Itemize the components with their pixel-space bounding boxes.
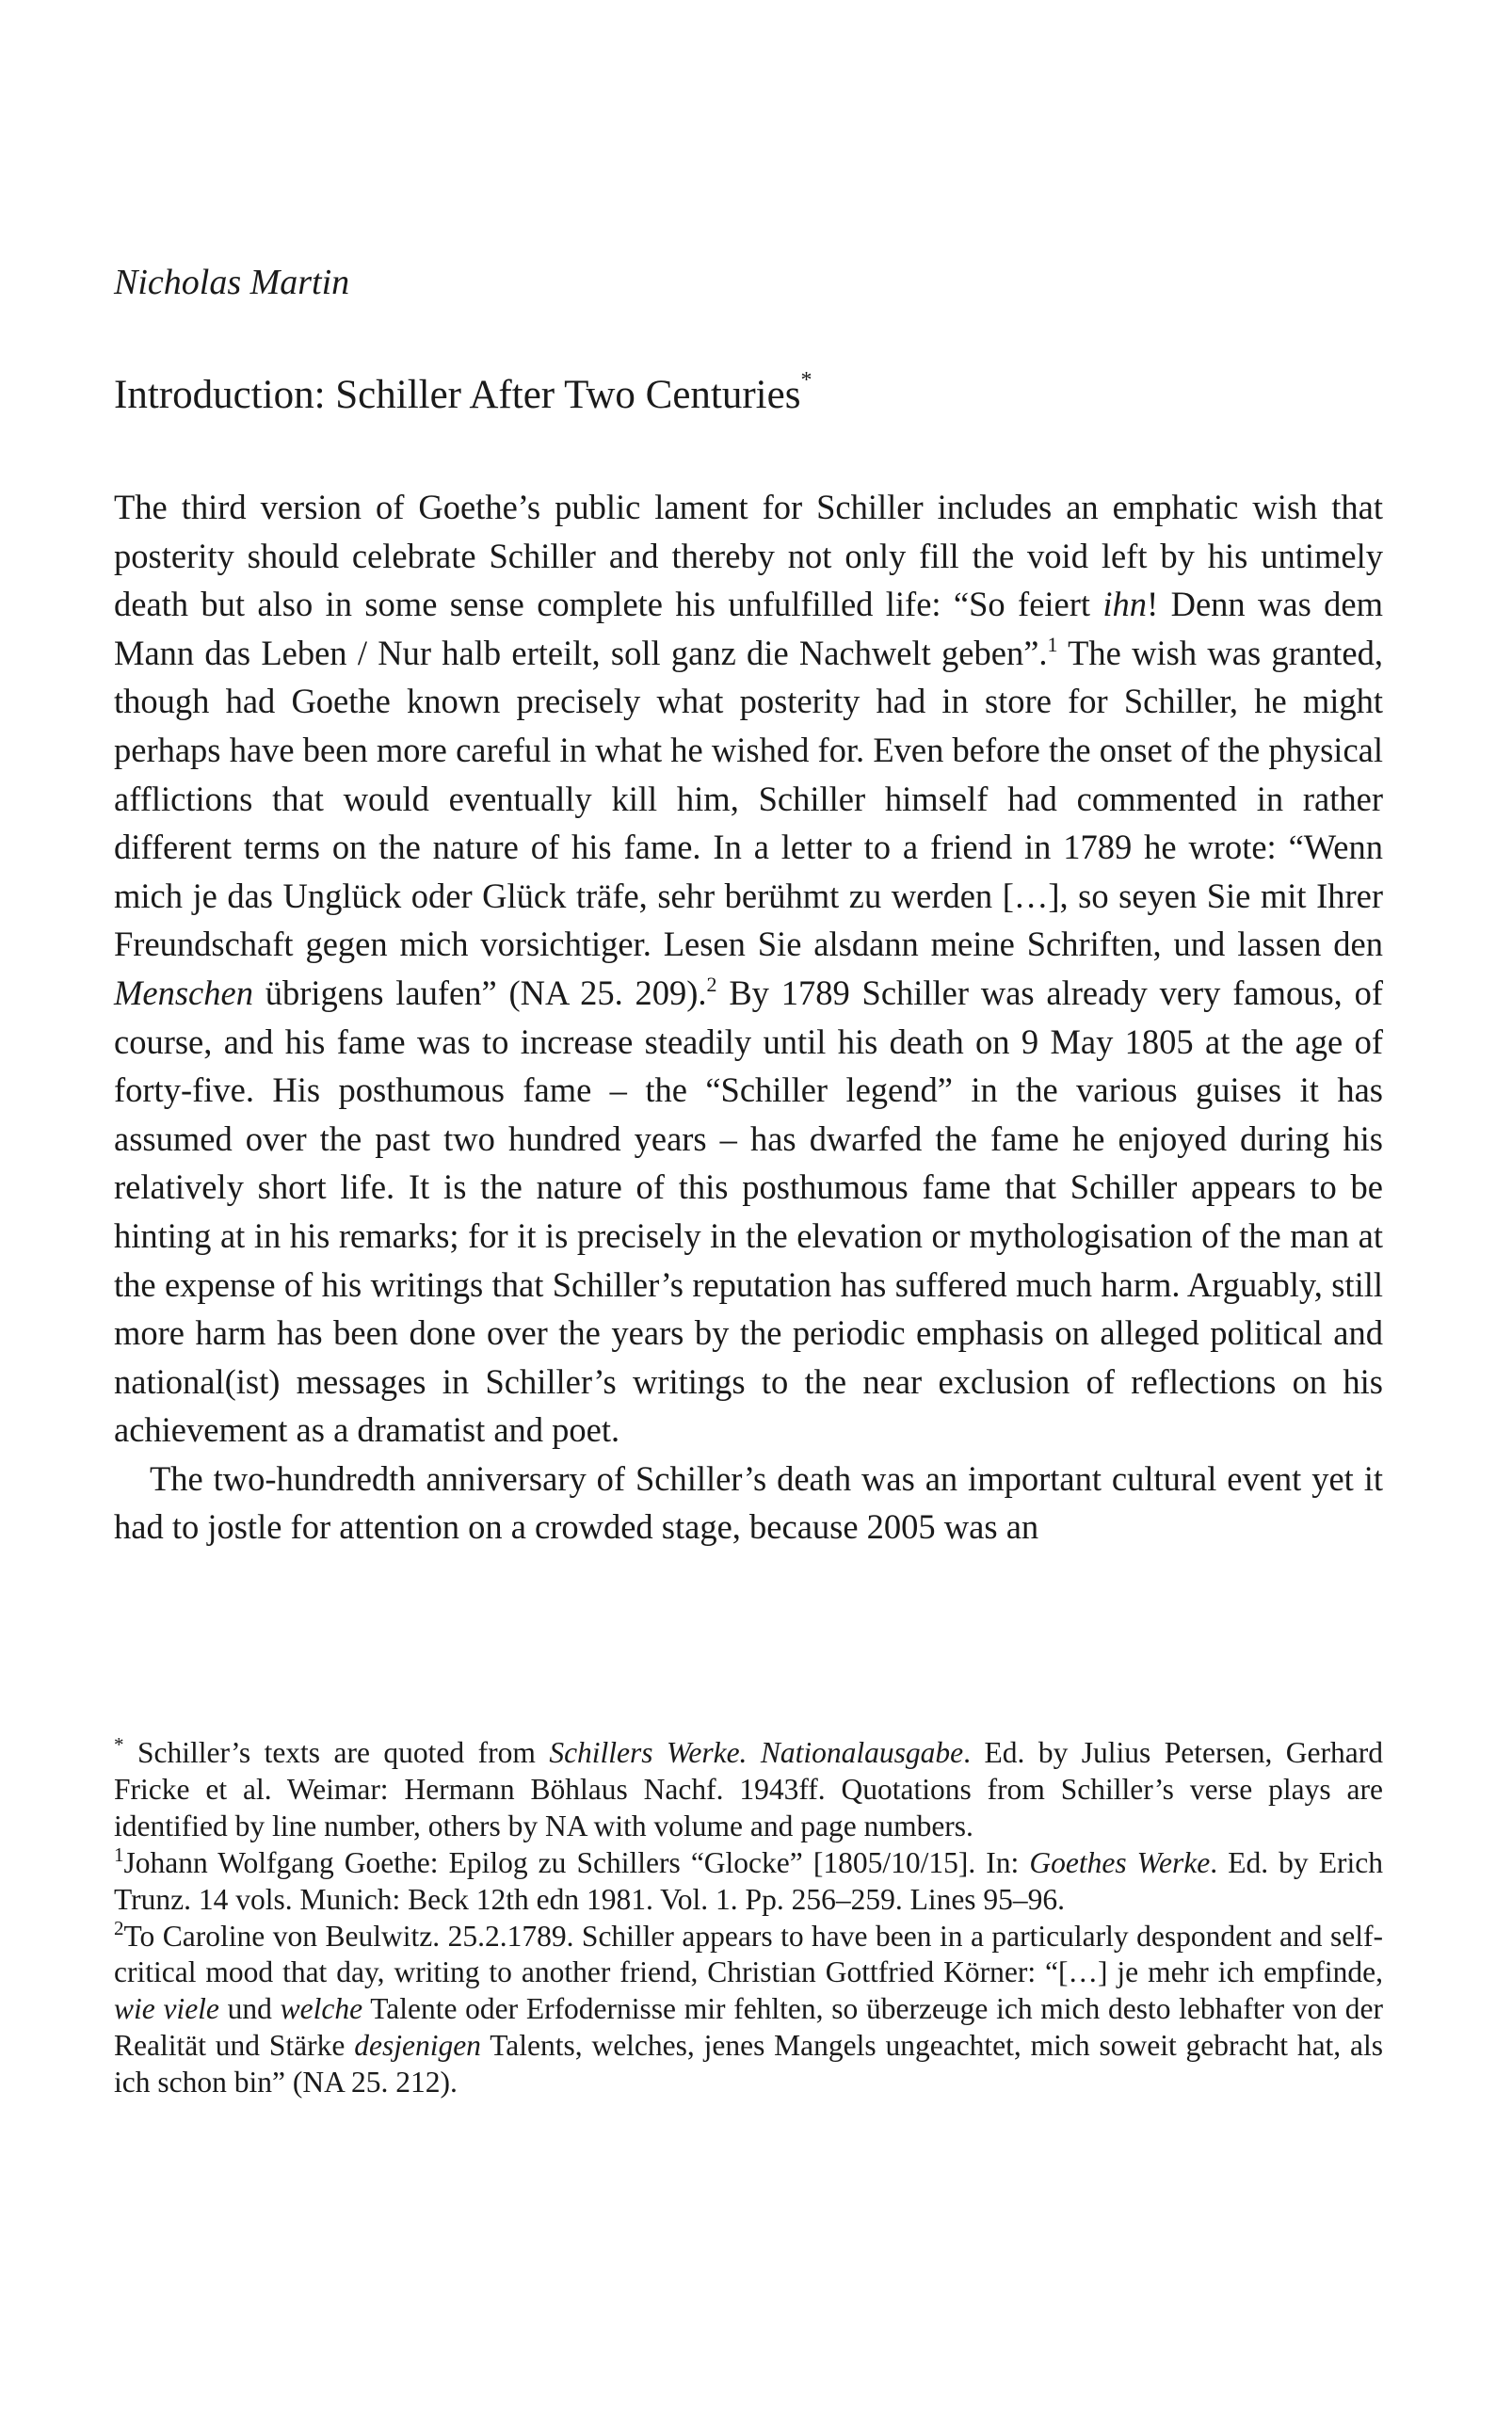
paragraph-1-emphasis: ihn: [1102, 585, 1148, 624]
footnote-text: und: [218, 1992, 281, 2026]
footnote-text: . Ed. by Julius Petersen, Gerhard Fricke et al. Weimar: Hermann Böhlaus Nachf. 1943ff. Quotations from Schiller’s verse plays are identified by line number, others by NA with volume and page numbers.: [114, 1736, 1383, 1842]
footnote-emphasis: Goethes Werke: [1029, 1845, 1211, 1879]
paragraph-1-emphasis: Menschen: [114, 973, 253, 1012]
footnote-ref-2[interactable]: 2: [706, 972, 717, 996]
footnote-mark: *: [114, 1733, 124, 1756]
footnote-text: To Caroline von Beulwitz. 25.2.1789. Schiller appears to have been in a particularly despondent and self-critical mood that day, writing to another friend, Christian Gottfried Körner: “[…] je mehr ich empfinde,: [114, 1919, 1383, 1989]
paragraph-1: [114, 483, 1383, 1455]
paragraph-1-text: ! Denn was dem Mann das Leben / Nur halb erteilt, soll ganz die Nachwelt geben”.: [114, 585, 1383, 672]
paragraph-1-text: By 1789 Schiller was already very famous, of course, and his fame was to increase steadily until his death on 9 May 1805 at the age of forty-five. His posthumous fame – the “Schiller legend” in the various guises it has assumed over the past two hundred years – has dwarfed the fame he enjoyed during his relatively short life. It is the nature of this posthumous fame that Schiller appears to be hinting at in his remarks; for it is precisely in the elevation or mythologisation of the man at the expense of his writings that Schiller’s reputation has suffered much harm. Arguably, still more harm has been done over the years by the periodic emphasis on alleged political and national(ist) messages in Schiller’s writings to the near exclusion of reflections on his achievement as a dramatist and poet.: [114, 973, 1383, 1450]
footnote-text: Talents, welches, jenes Mangels ungeachtet, mich soweit gebracht hat, als ich schon bin” (NA 25. 212).: [114, 2029, 1384, 2099]
body-text: [114, 483, 1383, 1552]
footnote-emphasis: desjenigen: [354, 2029, 481, 2063]
footnote-2: [114, 1916, 1384, 2102]
paragraph-1-text: The third version of Goethe’s public lament for Schiller includes an emphatic wish that posterity should celebrate Schiller and thereby not only fill the void left by his untimely death but also in some sense complete his unfulfilled life: “So feiert: [114, 488, 1383, 624]
footnote-1: [114, 1842, 1383, 1919]
author-name: Nicholas Martin: [114, 263, 350, 302]
paragraph-2: The two-hundredth anniversary of Schiller’s death was an important cultural event yet it had to jostle for attention on a crowded stage, because 2005 was an: [114, 1458, 1383, 1547]
title-footnote-mark[interactable]: *: [800, 368, 812, 393]
chapter-title: [114, 368, 812, 418]
footnote-emphasis: wie viele: [114, 1992, 219, 2026]
footnote-text: . Ed. by Erich Trunz. 14 vols. Munich: Beck 12th edn 1981. Vol. 1. Pp. 256–259. Lines 95–96.: [114, 1845, 1383, 1916]
footnote-mark: 2: [114, 1916, 124, 1939]
footnote-ref-1[interactable]: 1: [1047, 632, 1058, 656]
footnote-emphasis: Schillers Werke. Nationalausgabe: [549, 1736, 964, 1769]
footnote-text: Johann Wolfgang Goethe: Epilog zu Schillers “Glocke” [1805/10/15]. In:: [123, 1845, 1030, 1879]
footnote-mark: 1: [114, 1842, 124, 1866]
footnote-text: Talente oder Erfodernisse mir fehlten, so überzeuge ich mich desto lebhafter von der Realität und Stärke: [114, 1992, 1384, 2063]
chapter-title-text: Introduction: Schiller After Two Centuries: [114, 373, 801, 417]
footnote-text: Schiller’s texts are quoted from: [123, 1736, 550, 1769]
footnote-emphasis: welche: [280, 1992, 363, 2026]
paragraph-1-text: The wish was granted, though had Goethe known precisely what posterity had in store for Schiller, he might perhaps have been more careful in what he wished for. Even before the onset of the physical afflictions that would eventually kill him, Schiller himself had commented in rather different terms on the nature of his fame. In a letter to a friend in 1789 he wrote: “Wenn mich je das Unglück oder Glück träfe, sehr berühmt zu werden […], so seyen Sie mit Ihrer Freundschaft gegen mich vorsichtiger. Lesen Sie alsdann meine Schriften, und lassen den: [114, 633, 1383, 964]
footnote-star: [114, 1735, 1383, 1845]
paragraph-1-text: übrigens laufen” (NA 25. 209).: [252, 973, 707, 1012]
footnotes: [114, 1735, 1383, 2101]
